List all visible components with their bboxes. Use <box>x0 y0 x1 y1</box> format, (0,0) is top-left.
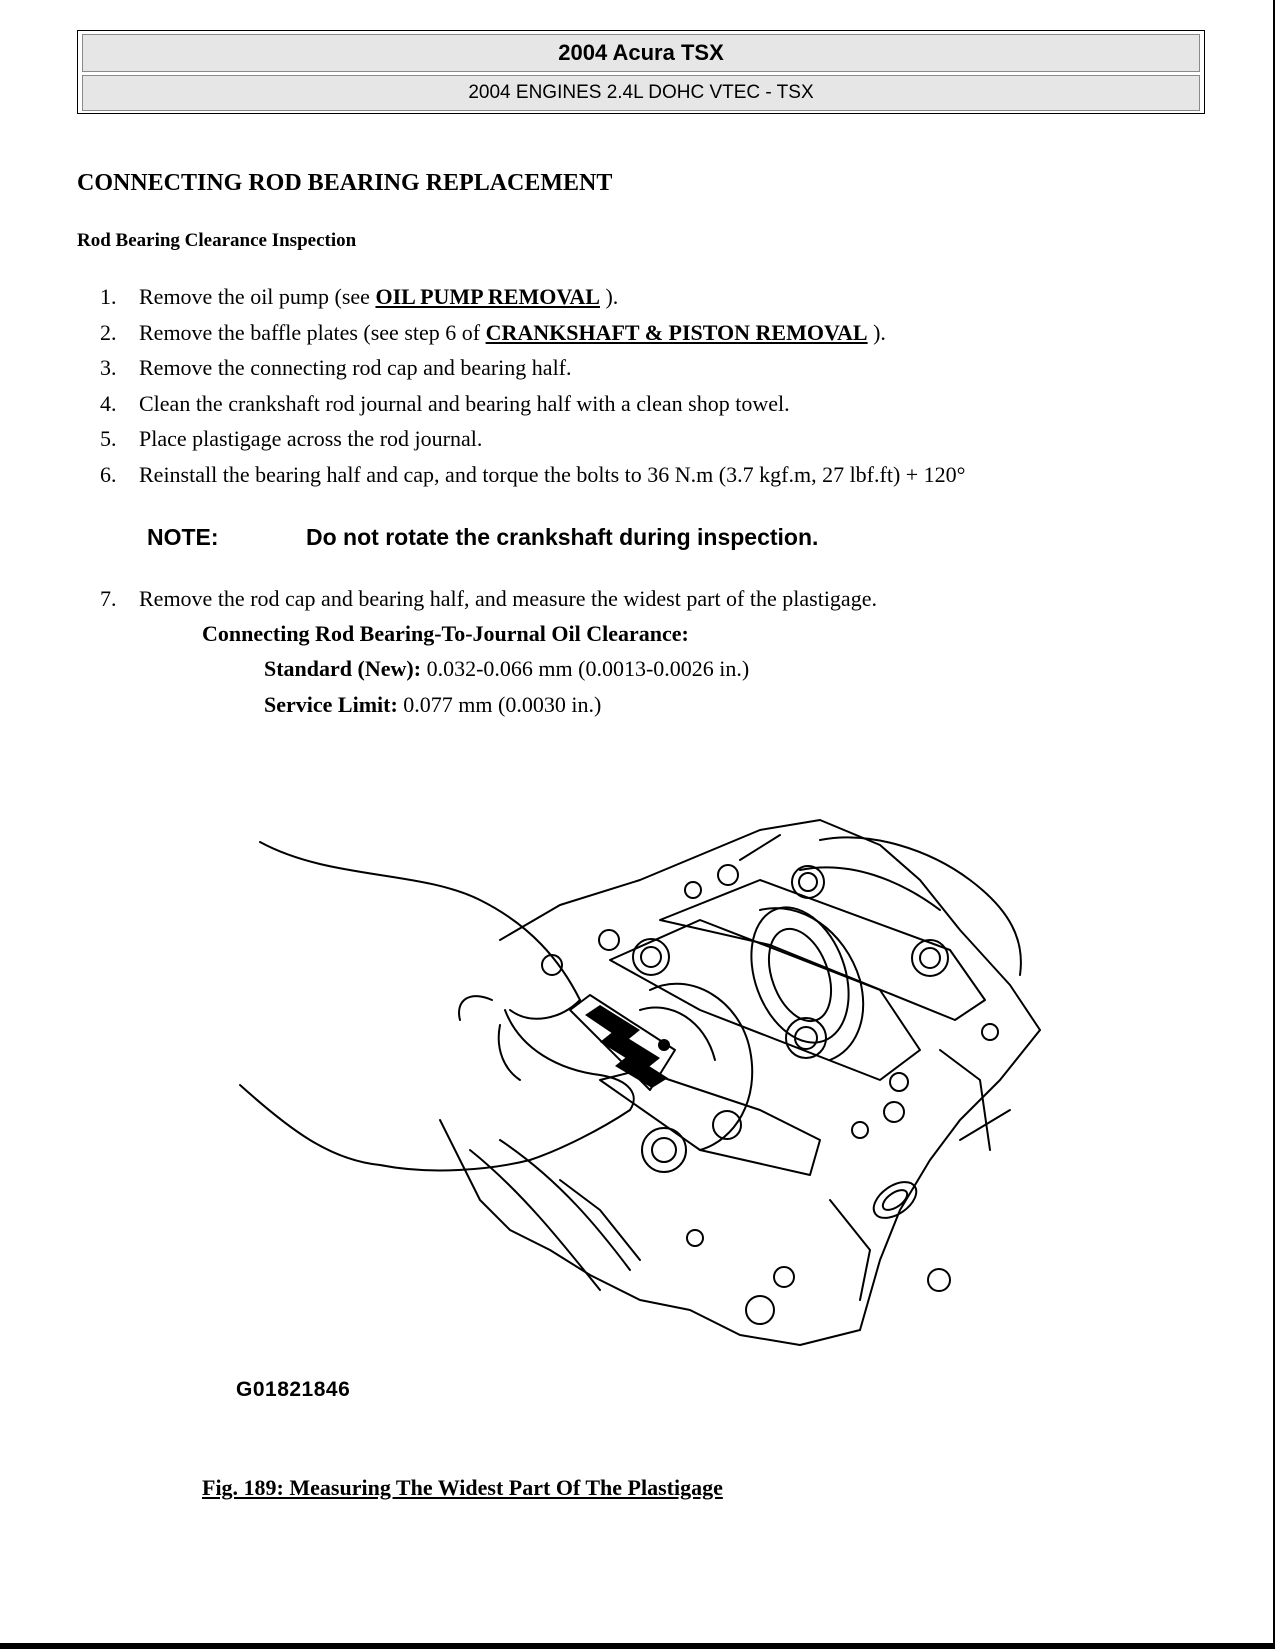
step-text: Remove the baffle plates (see step 6 of CRANKSHAFT & PISTON REMOVAL ). <box>139 319 886 345</box>
vehicle-title: 2004 Acura TSX <box>82 34 1200 72</box>
step-text: Remove the connecting rod cap and bearing half. <box>139 355 572 381</box>
step-text: Remove the rod cap and bearing half, and measure the widest part of the plastigage. <box>139 586 877 611</box>
step-number: 3. <box>100 355 117 381</box>
page-title: CONNECTING ROD BEARING REPLACEMENT <box>77 170 613 196</box>
step-text: Clean the crankshaft rod journal and bearing half with a clean shop towel. <box>139 390 790 416</box>
figure-code: G01821846 <box>236 1378 351 1401</box>
note-text: Do not rotate the crankshaft during inspection. <box>306 524 819 550</box>
spec-standard-label: Standard (New): <box>264 656 422 681</box>
step-number: 2. <box>100 319 117 345</box>
step-number: 7. <box>100 586 117 611</box>
spec-standard <box>264 656 749 682</box>
step-text: Reinstall the bearing half and cap, and torque the bolts to 36 N.m (3.7 kgf.m, 27 lbf.ft) + 120° <box>139 461 966 487</box>
step-number: 4. <box>100 390 117 416</box>
figure-caption: Fig. 189: Measuring The Widest Part Of The Plastigage <box>202 1475 723 1500</box>
step-text: Remove the oil pump (see OIL PUMP REMOVAL ). <box>139 284 619 309</box>
section-subtitle: Rod Bearing Clearance Inspection <box>77 230 357 251</box>
plastigage-measurement-illustration <box>225 810 1055 1370</box>
step-7 <box>0 586 1200 618</box>
step-number: 1. <box>100 284 117 309</box>
spec-service-limit <box>264 692 601 718</box>
step-text: Place plastigage across the rod journal. <box>139 426 483 452</box>
spec-limit-label: Service Limit: <box>264 692 398 717</box>
section-title: 2004 ENGINES 2.4L DOHC VTEC - TSX <box>82 75 1200 111</box>
crankshaft-piston-removal-link[interactable]: CRANKSHAFT & PISTON REMOVAL <box>485 319 868 345</box>
spec-heading: Connecting Rod Bearing-To-Journal Oil Clearance: <box>202 621 689 646</box>
step-number: 5. <box>100 426 117 452</box>
spec-limit-value: 0.077 mm (0.0030 in.) <box>397 692 602 717</box>
note-label: NOTE: <box>147 524 219 550</box>
oil-pump-removal-link[interactable]: OIL PUMP REMOVAL <box>375 284 600 309</box>
spec-standard-value: 0.032-0.066 mm (0.0013-0.0026 in.) <box>421 656 750 681</box>
step-number: 6. <box>100 461 117 487</box>
document-header <box>77 30 1205 114</box>
